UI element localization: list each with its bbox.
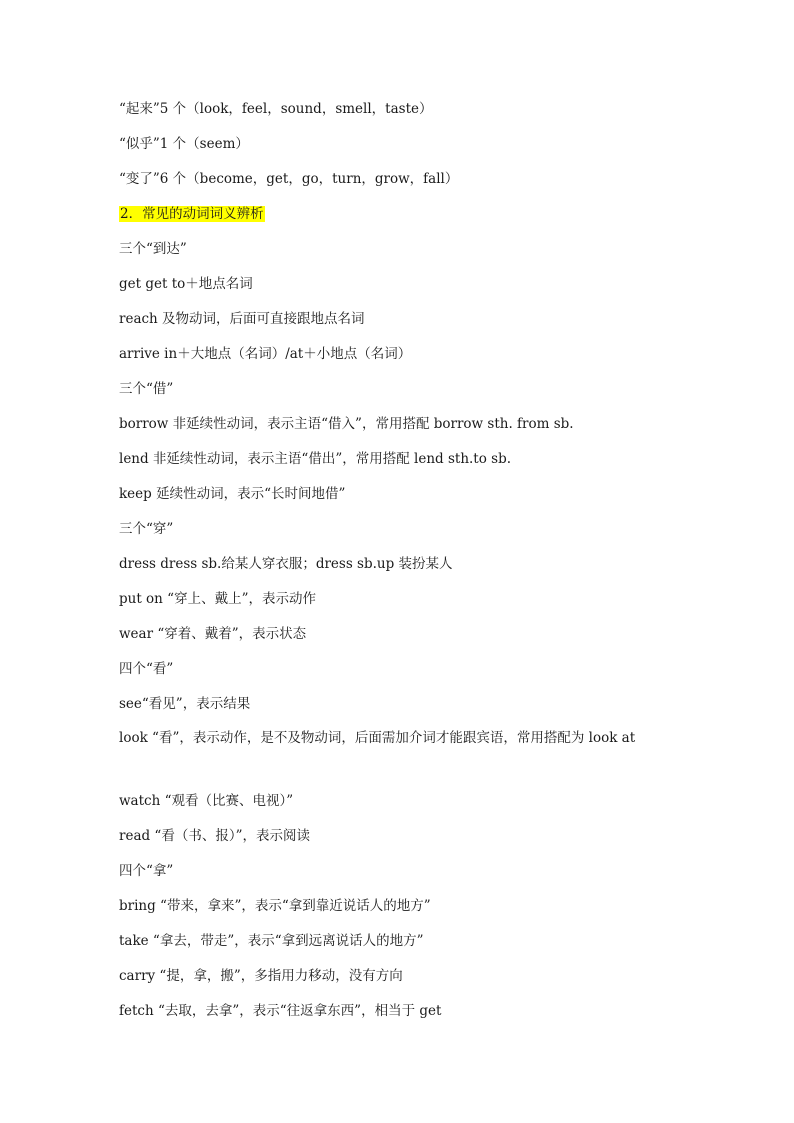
text-line-get: get get to＋地点名词: [119, 276, 253, 292]
text-line-reach: reach 及物动词，后面可直接跟地点名词: [119, 311, 365, 327]
highlighted-heading-text: 2．常见的动词词义辨析: [120, 206, 264, 222]
text-line-watch: watch “观看（比赛、电视）”: [119, 793, 294, 809]
text-line-lend: lend 非延续性动词，表示主语“借出”，常用搭配 lend sth.to sb.: [119, 451, 512, 467]
group-title-arrive: 三个“到达”: [119, 241, 187, 257]
group-title-take: 四个“拿”: [119, 863, 174, 879]
text-line-take: take “拿去，带走”，表示“拿到远离说话人的地方”: [119, 933, 424, 949]
text-line-wear: wear “穿着、戴着”，表示状态: [119, 626, 307, 642]
text-line-linking-verbs-sihu: “似乎”1 个（seem）: [119, 136, 249, 152]
text-line-put-on: put on “穿上、戴上”，表示动作: [119, 591, 316, 607]
group-title-look: 四个“看”: [119, 661, 174, 677]
text-line-fetch: fetch “去取，去拿”，表示“往返拿东西”，相当于 get: [119, 1003, 442, 1019]
text-line-read: read “看（书、报）”，表示阅读: [119, 828, 310, 844]
text-line-linking-verbs-bianle: “变了”6 个（become，get，go，turn，grow，fall）: [119, 171, 459, 187]
group-title-wear: 三个“穿”: [119, 521, 174, 537]
group-title-borrow: 三个“借”: [119, 381, 174, 397]
text-line-arrive: arrive in＋大地点（名词）/at＋小地点（名词）: [119, 346, 412, 362]
text-line-keep: keep 延续性动词，表示“长时间地借”: [119, 486, 346, 502]
text-line-bring: bring “带来，拿来”，表示“拿到靠近说话人的地方”: [119, 898, 431, 914]
text-line-carry: carry “提，拿，搬”，多指用力移动，没有方向: [119, 968, 403, 984]
text-line-see: see“看见”，表示结果: [119, 696, 251, 712]
section-heading: [119, 205, 699, 223]
text-line-dress: dress dress sb.给某人穿衣服；dress sb.up 装扮某人: [119, 556, 453, 572]
text-line-look: look “看”，表示动作，是不及物动词，后面需加介词才能跟宾语，常用搭配为 look at: [119, 730, 636, 746]
text-line-borrow: borrow 非延续性动词，表示主语“借入”，常用搭配 borrow sth. from sb.: [119, 416, 574, 432]
text-line-linking-verbs-qilai: “起来”5 个（look，feel，sound，smell，taste）: [119, 101, 433, 117]
